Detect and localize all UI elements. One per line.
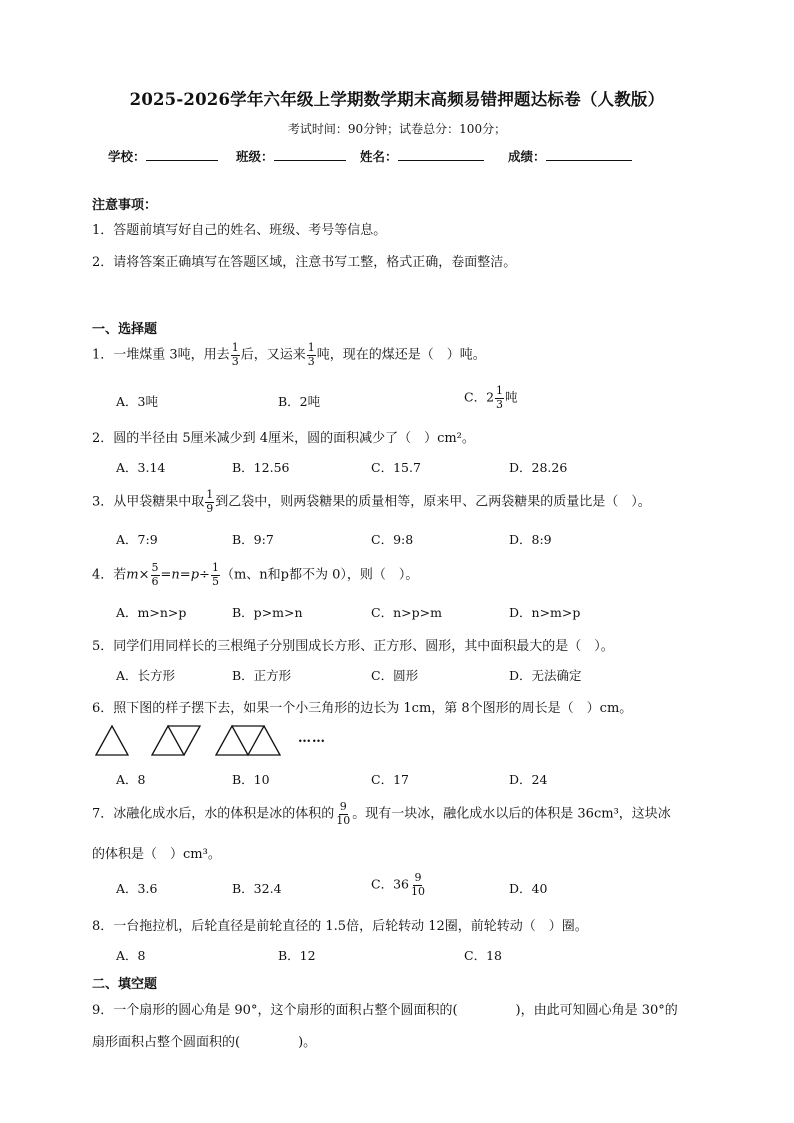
name-blank[interactable] [398,148,484,161]
q4-text-1: 4．若 [92,567,127,583]
q6-option-d[interactable]: D．24 [509,772,548,787]
q1-option-b[interactable]: B．2吨 [278,394,321,409]
q7-option-a[interactable]: A．3.6 [116,881,158,896]
q8-option-b[interactable]: B．12 [278,948,316,963]
question-9-line-2 [92,1031,316,1050]
triangle-pattern-figure [94,722,324,758]
fraction-numerator: 9 [339,800,347,813]
q4-option-c[interactable]: C．n>p>m [371,605,442,620]
notice-item-1: 1．答题前填写好自己的姓名、班级、考号等信息。 [92,223,387,238]
fraction-nine-tenths [410,872,426,898]
times-sign: × [138,567,150,583]
fraction-denominator: 3 [307,354,315,368]
q3-option-a[interactable]: A．7:9 [116,532,158,547]
q2-option-b[interactable]: B．12.56 [232,460,290,475]
fraction-denominator: 10 [410,884,425,898]
school-blank[interactable] [146,148,218,161]
q6-option-a[interactable]: A．8 [116,772,146,787]
q2-option-d[interactable]: D．28.26 [509,460,568,475]
fraction-one-third [231,342,240,368]
fraction-one-ninth [205,489,214,515]
fraction-one-fifth [211,562,220,588]
question-5: 5．同学们用同样长的三根绳子分别围成长方形、正方形、圆形，其中面积最大的是（ ）。 [92,639,614,654]
fraction-numerator: 1 [307,341,315,354]
q1-option-c-whole: C．2 [464,389,495,405]
class-label: 班级： [236,149,274,164]
fraction-numerator: 9 [414,871,422,884]
name-field [360,147,484,165]
name-label: 姓名： [360,149,398,164]
q9-text-3: 扇形面积占整个圆面积的( [92,1035,241,1050]
q4-option-d[interactable]: D．n>m>p [509,605,581,620]
q1-text-3: 吨，现在的煤还是（ ）吨。 [316,347,486,363]
question-6: 6．照下图的样子摆下去，如果一个小三角形的边长为 1cm，第 8个图形的周长是（ ）cm。 [92,701,633,716]
q5-option-b[interactable]: B．正方形 [232,668,292,683]
school-field [108,147,218,165]
section-heading-choice: 一、选择题 [92,322,158,337]
fraction-numerator: 1 [231,341,239,354]
q2-option-a[interactable]: A．3.14 [116,460,166,475]
divide-sign: ÷ [199,567,210,583]
fraction-numerator: 1 [206,488,214,501]
fraction-denominator: 3 [231,354,239,368]
q4-option-b[interactable]: B．p>m>n [232,605,303,620]
exam-title: 2025-2026学年六年级上学期数学期末高频易错押题达标卷（人教版） [129,90,665,109]
triangle-figure-3 [216,726,280,755]
triangle-figure-1 [96,726,128,755]
notice-heading: 注意事项： [92,198,158,213]
fraction-nine-tenths [335,801,351,827]
q8-option-c[interactable]: C．18 [464,948,502,963]
school-label: 学校： [108,149,146,164]
score-blank[interactable] [546,148,632,161]
q1-option-c-unit: 吨 [505,389,518,405]
q8-option-a[interactable]: A．8 [116,948,146,963]
score-label: 成绩： [508,149,546,164]
q2-option-c[interactable]: C．15.7 [371,460,421,475]
fraction-denominator: 10 [336,813,351,827]
q5-option-d[interactable]: D．无法确定 [509,668,582,683]
question-7-line-2: 的体积是（ ）cm³。 [92,847,221,862]
notice-item-2: 2．请将答案正确填写在答题区域，注意书写工整，格式正确，卷面整洁。 [92,255,517,270]
question-4 [92,562,418,588]
q6-option-b[interactable]: B．10 [232,772,270,787]
question-8: 8．一台拖拉机，后轮直径是前轮直径的 1.5倍，后轮转动 12圈，前轮转动（ ）圈。 [92,919,588,934]
q7-option-d[interactable]: D．40 [509,881,548,896]
fraction-numerator: 5 [151,561,159,574]
triangle-figure-2 [152,726,200,755]
fraction-denominator: 3 [496,397,504,411]
equals-sign: = [179,567,191,583]
q1-option-a[interactable]: A．3吨 [116,394,158,409]
q9-text-4: )。 [298,1035,317,1050]
q9-text-1: 9．一个扇形的圆心角是 90°，这个扇形的面积占整个圆面积的( [92,1003,458,1018]
fraction-one-third [495,385,504,411]
class-field [236,147,346,165]
question-1 [92,342,486,368]
q1-text-1: 1．一堆煤重 3吨，用去 [92,347,230,363]
q7-text-2: 。现有一块冰，融化成水以后的体积是 36cm³，这块冰 [352,806,671,822]
section-heading-fill: 二、填空题 [92,977,158,992]
exam-subtitle: 考试时间：90分钟；试卷总分：100分； [287,122,507,136]
q3-option-d[interactable]: D．8:9 [509,532,552,547]
fraction-five-sixths [151,562,160,588]
q5-option-c[interactable]: C．圆形 [371,668,419,683]
q4-text-2: （m、n和p都不为 0），则（ ）。 [220,567,419,583]
q7-option-c[interactable] [371,872,427,898]
fraction-denominator: 9 [206,501,214,515]
q5-option-a[interactable]: A．长方形 [116,668,176,683]
ellipsis-dots: …… [298,731,326,746]
question-2: 2．圆的半径由 5厘米减少到 4厘米，圆的面积减少了（ ）cm²。 [92,431,475,446]
fraction-numerator: 1 [496,384,504,397]
fraction-denominator: 6 [151,574,159,588]
q6-option-c[interactable]: C．17 [371,772,409,787]
q3-text-1: 3．从甲袋糖果中取 [92,494,205,510]
q7-option-c-whole: C．36 [371,876,409,892]
q3-option-b[interactable]: B．9:7 [232,532,274,547]
question-9-line-1 [92,999,678,1018]
fraction-denominator: 5 [211,574,219,588]
fraction-one-third [307,342,316,368]
equals-sign: = [160,567,172,583]
q3-text-2: 到乙袋中，则两袋糖果的质量相等，原来甲、乙两袋糖果的质量比是（ ）。 [215,494,651,510]
score-field [508,147,632,165]
fraction-numerator: 1 [211,561,219,574]
q7-option-b[interactable]: B．32.4 [232,881,282,896]
q4-option-a[interactable]: A．m>n>p [116,605,187,620]
question-7-line-1 [92,801,671,827]
q7-text-1: 7．冰融化成水后，水的体积是冰的体积的 [92,806,335,822]
var-n: n [171,567,180,583]
q3-option-c[interactable]: C．9:8 [371,532,414,547]
var-p: p [190,567,200,583]
q9-text-2: )，由此可知圆心角是 30°的 [515,1003,678,1018]
question-3 [92,489,651,515]
q1-text-2: 后，又运来 [240,347,306,363]
q1-option-c[interactable] [464,385,518,411]
class-blank[interactable] [274,148,346,161]
var-m: m [126,567,139,583]
